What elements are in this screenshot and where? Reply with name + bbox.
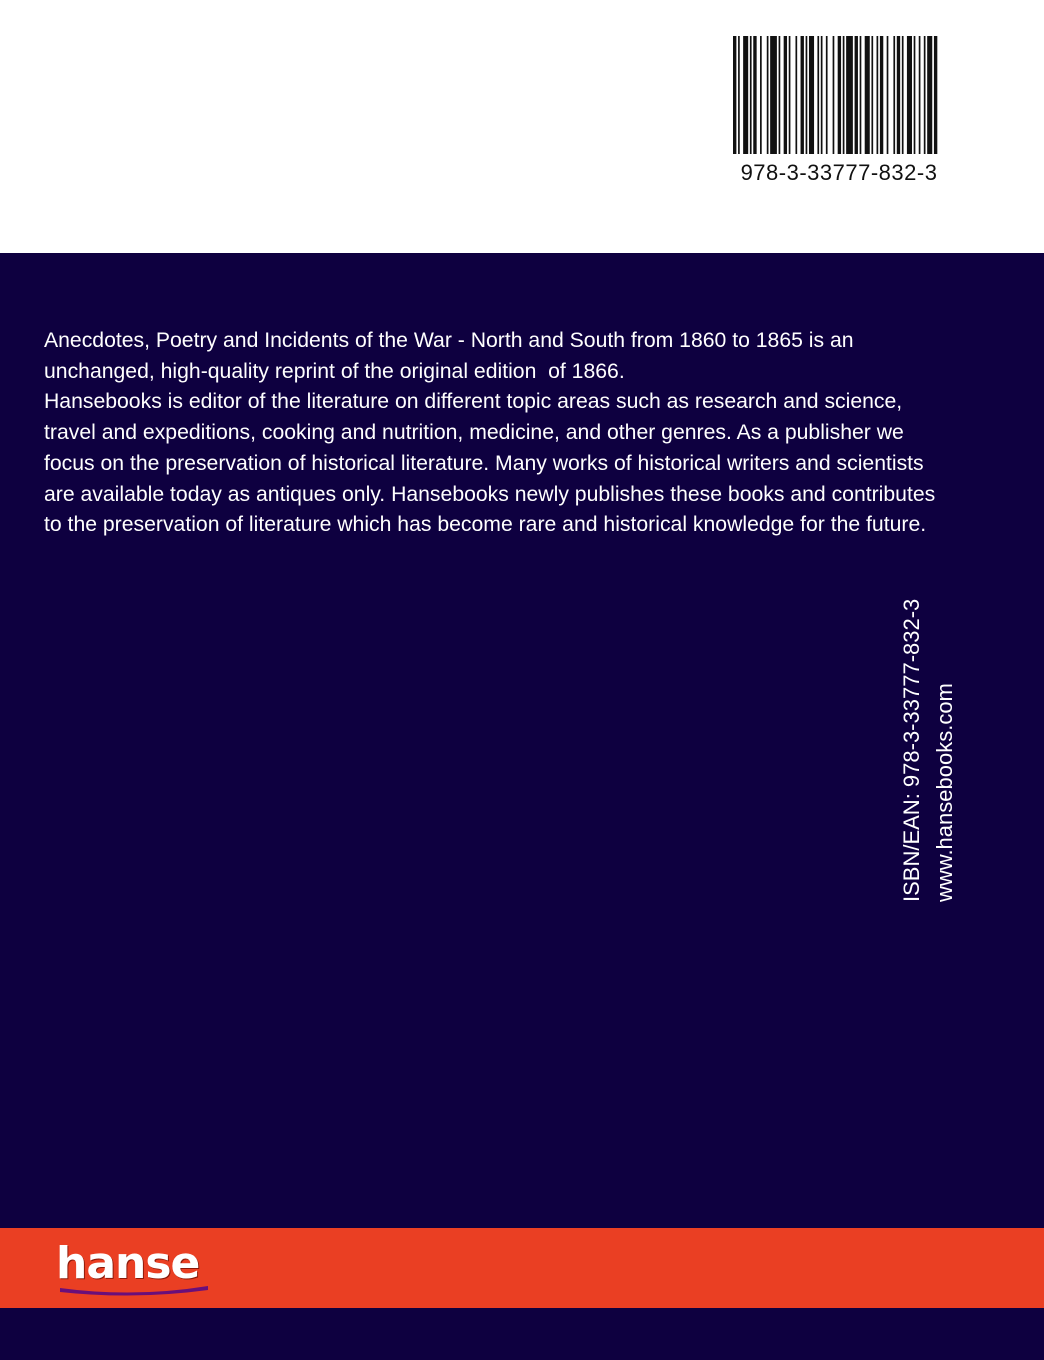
barcode-number: 978-3-33777-832-3 [740,160,938,185]
barcode-bars [733,36,939,154]
barcode-bar [914,36,916,154]
website-vertical-text: www.hansebooks.com [932,683,957,902]
barcode-bar [897,36,900,154]
barcode-bar [795,36,797,154]
barcode-bar [843,36,845,154]
barcode-bar [880,36,883,154]
barcode-bar [767,36,769,154]
hanse-logo-text: hanse [56,1238,200,1289]
top-white-area [0,0,1044,253]
barcode-bar [919,36,921,154]
barcode-bar [806,36,808,154]
book-description [44,326,944,541]
back-cover-panel [0,253,1044,1228]
barcode-bar [846,36,853,154]
barcode-bar [789,36,791,154]
barcode-bar [801,36,804,154]
barcode-bar [750,36,752,154]
barcode-bar [784,36,787,154]
barcode-bar [934,36,937,154]
barcode-bar [893,36,895,154]
barcode-bar [738,36,740,154]
barcode-bar [860,36,862,154]
logo-swoosh-icon [58,1282,210,1296]
barcode-bar [817,36,819,154]
barcode-bar [907,36,912,154]
bottom-navy-strip [0,1308,1044,1360]
barcode-bar [927,36,932,154]
barcode-bar [871,36,873,154]
barcode-bar [865,36,870,154]
hanse-logo [56,1238,216,1294]
barcode-bar [753,36,756,154]
barcode-bar [779,36,781,154]
barcode-bar [833,36,835,154]
barcode-bar [770,36,777,154]
barcode-bar [877,36,879,154]
barcode-image [733,36,939,154]
barcode-bar [924,36,926,154]
description-paragraph-2: Hansebooks is editor of the literature on different topic areas such as research and science, travel and expeditions, cooking and nutrition, medicine, and other genres. As a publisher we focus on the preservation of historical literature. Many works of historical writers and scientists are available today as antiques only. Hansebooks newly publishes these books and contributes to the preservation of literature which has become rare and historical knowledge for the future. [44,390,942,537]
isbn-vertical-text: ISBN/EAN: 978-3-33777-832-3 [899,598,924,902]
barcode-bar [760,36,762,154]
barcode-bar [743,36,748,154]
barcode-bar [838,36,841,154]
barcode-bar [902,36,904,154]
barcode-bar [855,36,858,154]
barcode-bar [809,36,814,154]
barcode-bar [821,36,823,154]
barcode-bar [826,36,828,154]
barcode-bar [887,36,889,154]
barcode-bar [733,36,736,154]
description-paragraph-1: Anecdotes, Poetry and Incidents of the War - North and South from 1860 to 1865 is an unchanged, high-quality reprint of the original edition of 1866. [44,329,860,383]
